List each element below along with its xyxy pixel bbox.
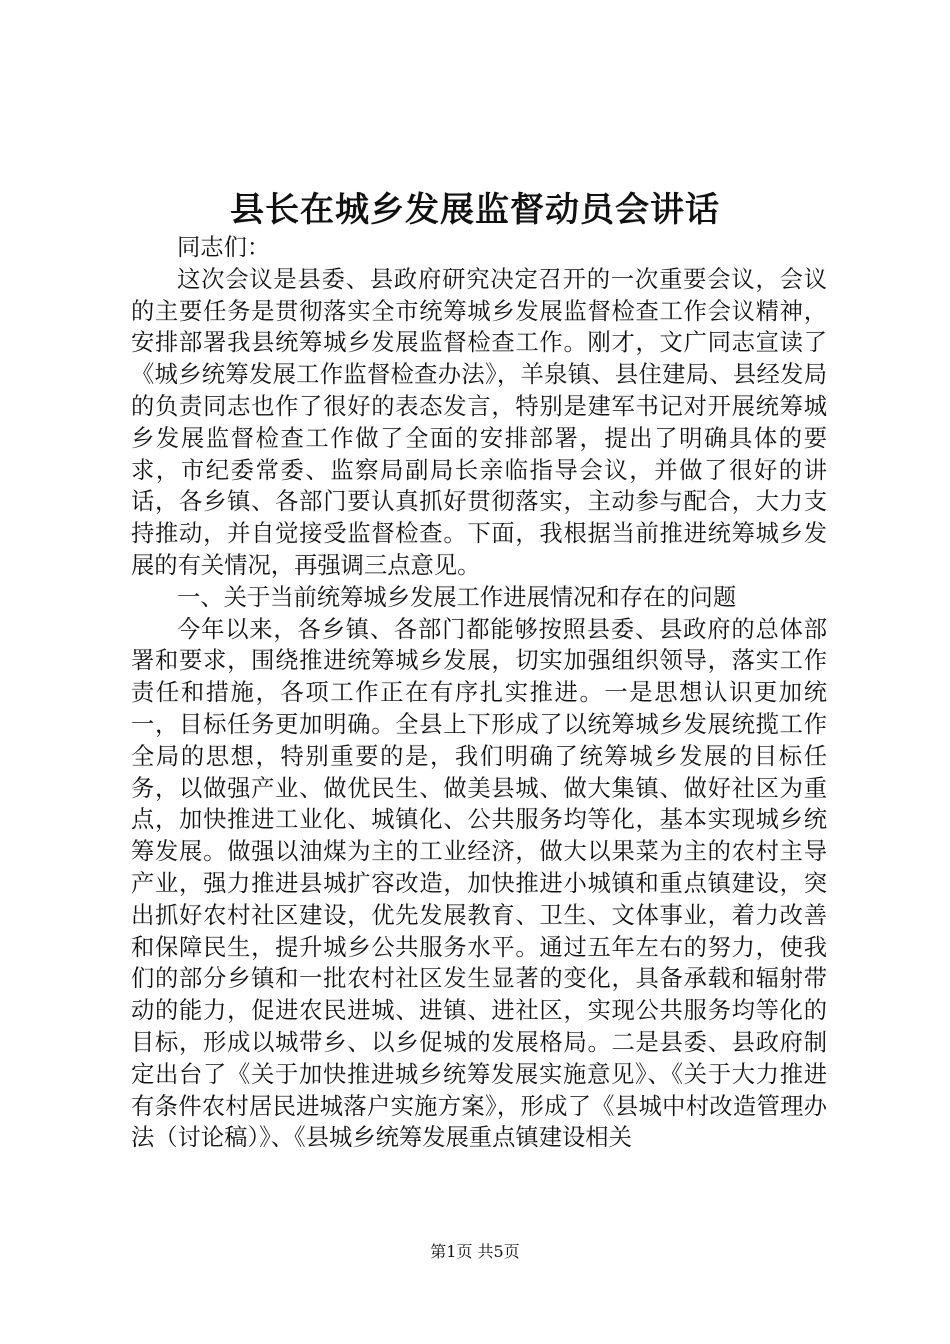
section-heading: 一、关于当前统筹城乡发展工作进展情况和存在的问题: [177, 583, 737, 611]
paragraph-progress: 今年以来，各乡镇、各部门都能够按照县委、县政府的总体部署和要求，围绕推进统筹城乡发展，切实加强组织领导，落实工作责任和措施，各项工作正在有序扎实推进。一是思想认识更加统一，目标任务更加明确。全县上下形成了以统筹城乡发展统揽工作全局的思想，特别重要的是，我们明确了统筹城乡发展的目标任务，以做强产业、做优民生、做美县城、做大集镇、做好社区为重点，加快推进工业化、城镇化、公共服务均等化，基本实现城乡统筹发展。做强以油煤为主的工业经济，做大以果菜为主的农村主导产业，强力推进县城扩容改造，加快推进小城镇和重点镇建设，突出抓好农村社区建设，优先发展教育、卫生、文体事业，着力改善和保障民生，提升城乡公共服务水平。通过五年左右的努力，使我们的部分乡镇和一批农村社区发生显著的变化，具备承载和辐射带动的能力，促进农民进城、进镇、进社区，实现公共服务均等化的目标，形成以城带乡、以乡促城的发展格局。二是县委、县政府制定出台了《关于加快推进城乡统筹发展实施意见》、《关于大力推进有条件农村居民进城落户实施方案》，形成了《县城中村改造管理办法（讨论稿）》、《县城乡统筹发展重点镇建设相关: [131, 615, 827, 1152]
salutation: 同志们：: [177, 234, 271, 261]
document-title: 县长在城乡发展监督动员会讲话: [230, 190, 720, 230]
document-body: [131, 232, 827, 1154]
page-footer: 第1页 共5页: [430, 1242, 520, 1261]
paragraph-intro: 这次会议是县委、县政府研究决定召开的一次重要会议，会议的主要任务是贯彻落实全市统筹城乡发展监督检查工作会议精神，安排部署我县统筹城乡发展监督检查工作。刚才，文广同志宣读了《城乡统筹发展工作监督检查办法》，羊泉镇、县住建局、县经发局的负责同志也作了很好的表态发言，特别是建军书记对开展统筹城乡发展监督检查工作做了全面的安排部署，提出了明确具体的要求，市纪委常委、监察局副局长亲临指导会议，并做了很好的讲话，各乡镇、各部门要认真抓好贯彻落实，主动参与配合，大力支持推动，并自觉接受监督检查。下面，我根据当前推进统筹城乡发展的有关情况，再强调三点意见。: [131, 265, 827, 579]
